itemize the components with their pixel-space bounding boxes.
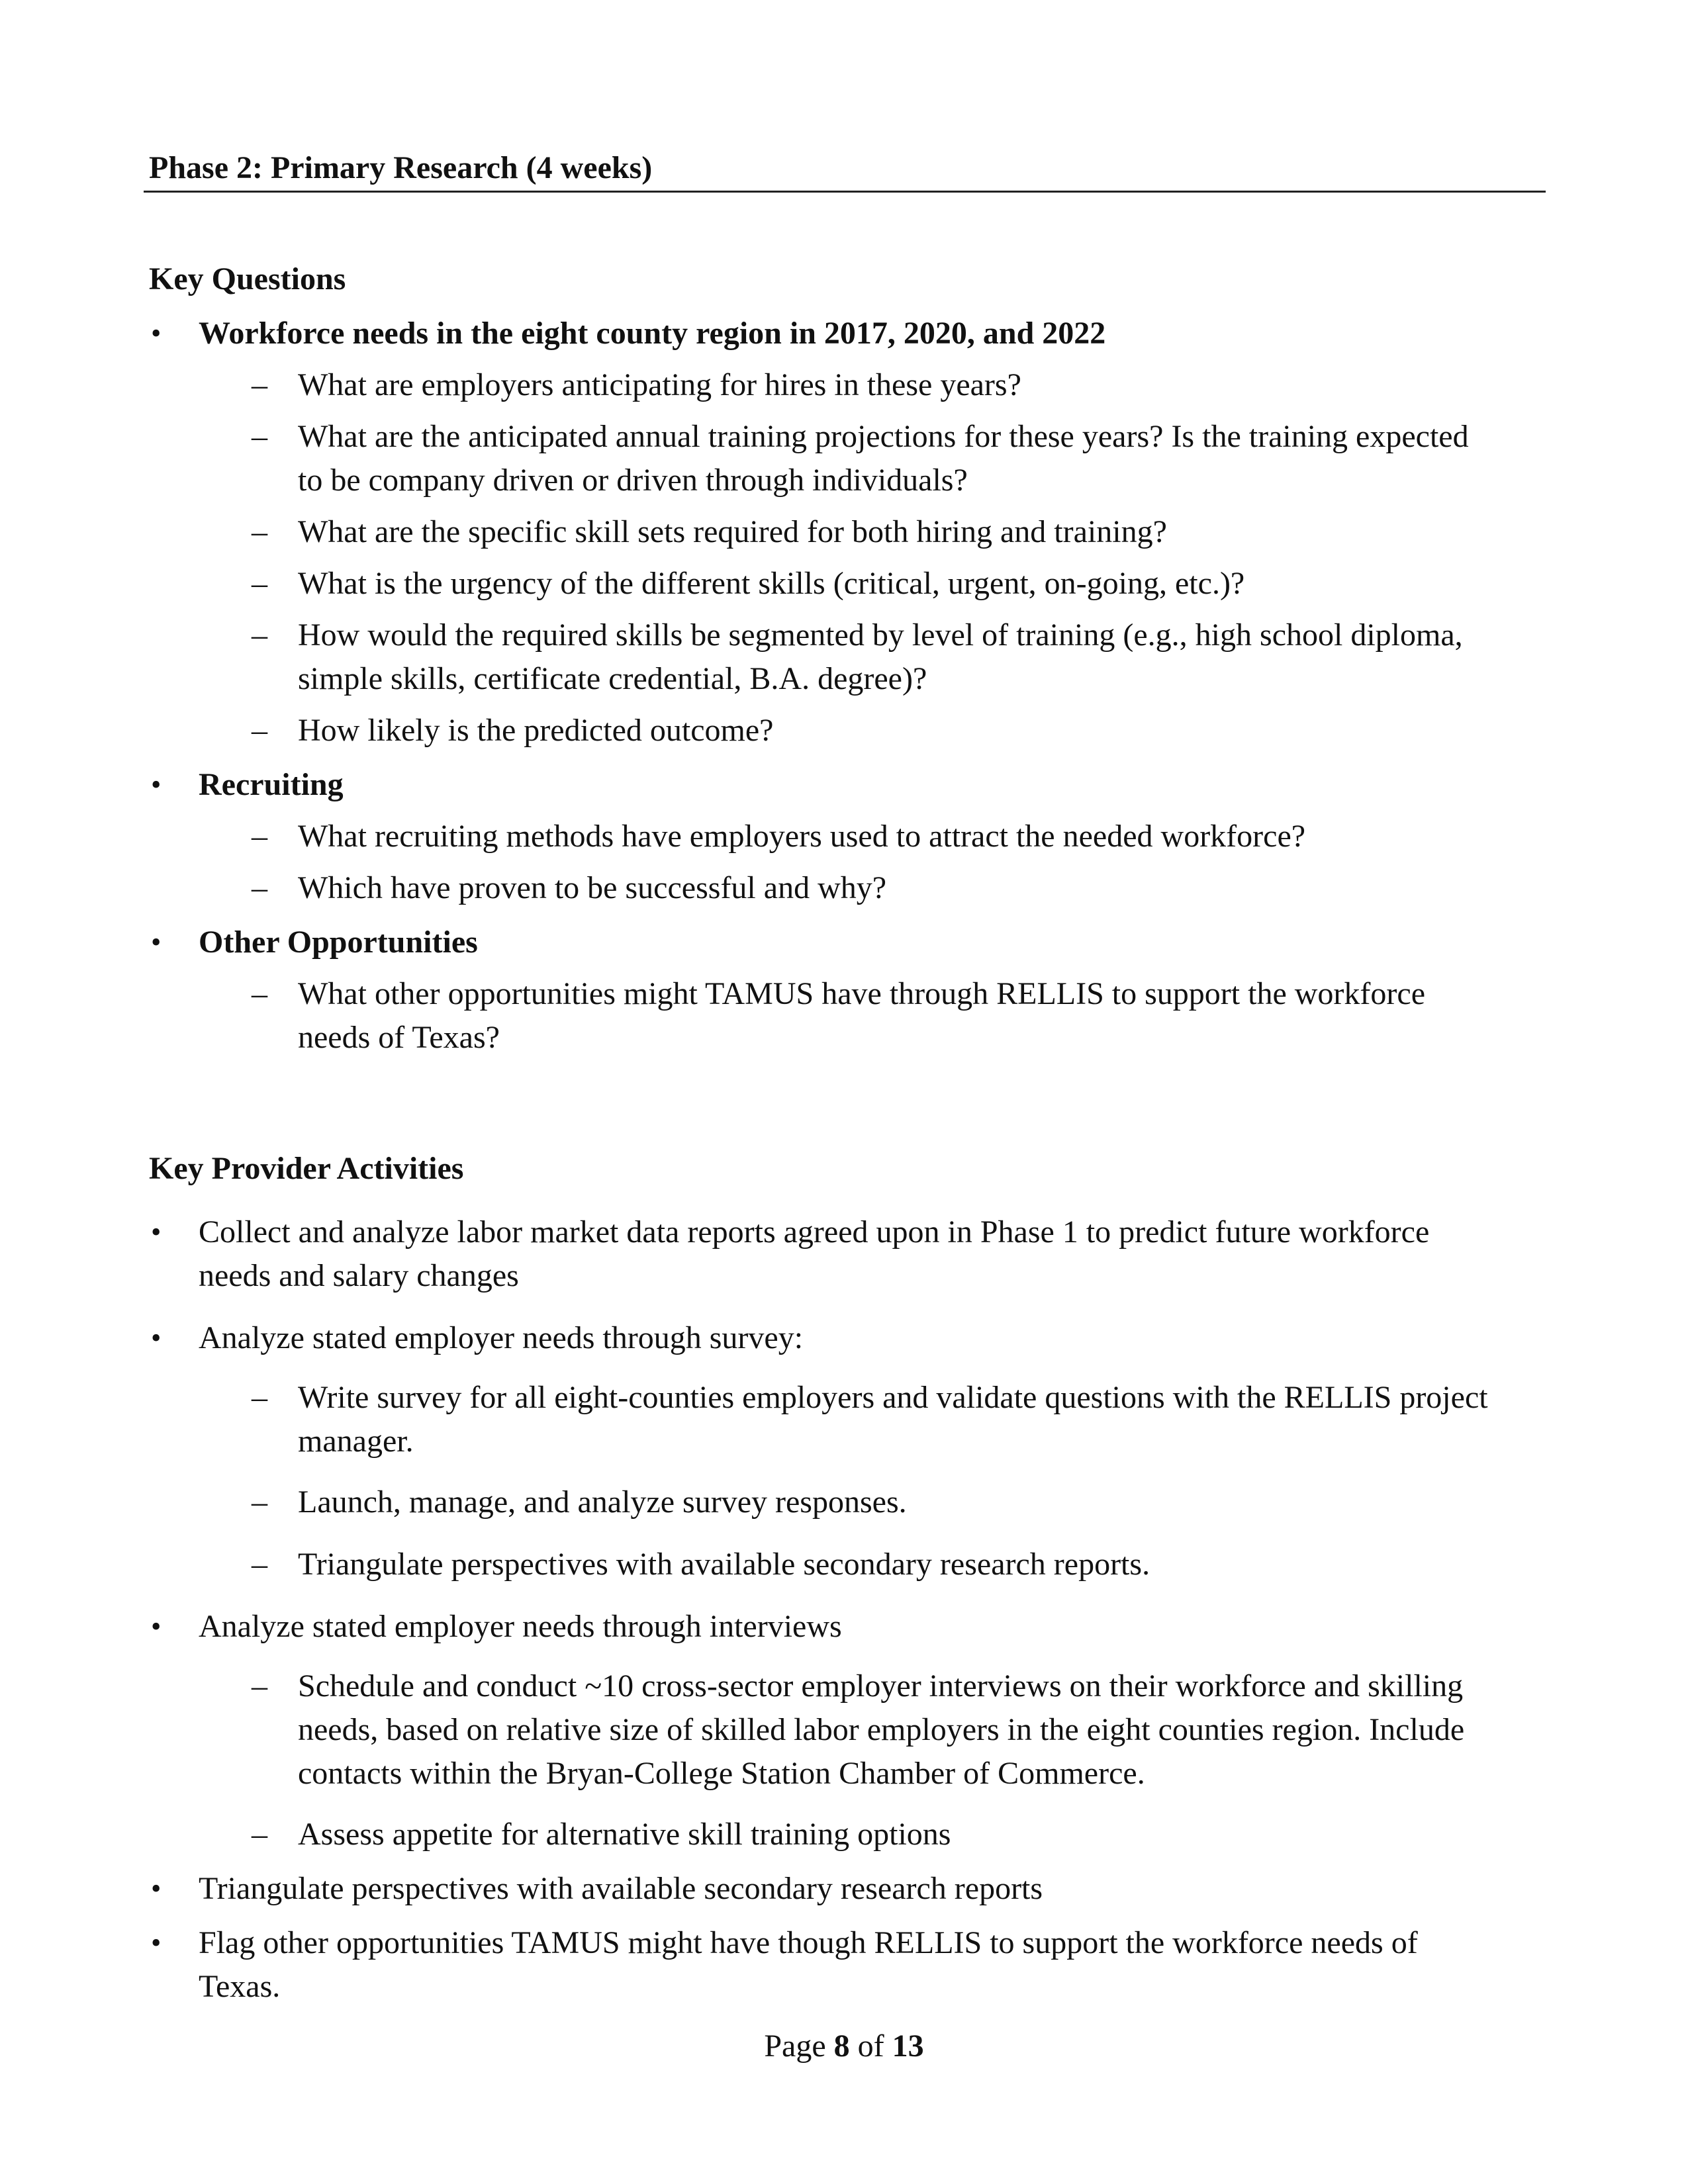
footer-middle: of: [849, 2028, 892, 2064]
activity-line: Analyze stated employer needs through survey:: [199, 1320, 804, 1355]
kq-group-title: Workforce needs in the eight county region in 2017, 2020, and 2022: [199, 316, 1106, 351]
dash-icon: –: [252, 1547, 267, 1582]
bullet-icon: •: [151, 926, 162, 958]
bullet-icon: •: [151, 317, 162, 349]
activity-line: Flag other opportunities TAMUS might have though RELLIS to support the workforce needs of: [199, 1925, 1418, 1960]
dash-icon: –: [252, 1484, 267, 1520]
activity-sub-line: Schedule and conduct ~10 cross-sector employer interviews on their workforce and skilling: [298, 1668, 1464, 1704]
kq-item-line: What other opportunities might TAMUS have through RELLIS to support the workforce: [298, 976, 1425, 1011]
bullet-icon: •: [151, 1610, 162, 1643]
kq-item-line: What are the specific skill sets required for both hiring and training?: [298, 514, 1167, 549]
dash-icon: –: [252, 1817, 267, 1852]
kq-item-line: How likely is the predicted outcome?: [298, 713, 774, 748]
activity-line: needs and salary changes: [199, 1258, 519, 1293]
bullet-icon: •: [151, 1322, 162, 1354]
activity-sub-line: manager.: [298, 1424, 414, 1459]
kq-item-line: How would the required skills be segmented by level of training (e.g., high school diploma,: [298, 617, 1463, 653]
activity-line: Texas.: [199, 1969, 281, 2004]
kq-item-line: What recruiting methods have employers used to attract the needed workforce?: [298, 819, 1306, 854]
activity-sub-line: Write survey for all eight-counties employers and validate questions with the RELLIS project: [298, 1380, 1488, 1415]
activity-line: Analyze stated employer needs through interviews: [199, 1609, 842, 1644]
dash-icon: –: [252, 566, 267, 601]
dash-icon: –: [252, 617, 267, 653]
activity-sub-line: Launch, manage, and analyze survey responses.: [298, 1484, 907, 1520]
bullet-icon: •: [151, 1216, 162, 1248]
kq-group-title: Other Opportunities: [199, 925, 478, 960]
activity-line: Collect and analyze labor market data reports agreed upon in Phase 1 to predict future workforce: [199, 1214, 1430, 1250]
kq-item-line: simple skills, certificate credential, B.A. degree)?: [298, 661, 927, 696]
dash-icon: –: [252, 1380, 267, 1415]
activity-sub-line: needs, based on relative size of skilled labor employers in the eight counties region. Include: [298, 1712, 1465, 1747]
key-questions-heading: Key Questions: [149, 261, 346, 296]
dash-icon: –: [252, 819, 267, 854]
kq-item-line: Which have proven to be successful and why?: [298, 870, 887, 905]
kq-item-line: to be company driven or driven through individuals?: [298, 463, 968, 498]
dash-icon: –: [252, 419, 267, 454]
activity-line: Triangulate perspectives with available secondary research reports: [199, 1871, 1043, 1906]
current-page-number: 8: [833, 2028, 850, 2064]
phase-title: Phase 2: Primary Research (4 weeks): [149, 150, 653, 185]
bullet-icon: •: [151, 1872, 162, 1905]
activity-sub-line: contacts within the Bryan-College Station Chamber of Commerce.: [298, 1756, 1145, 1791]
bullet-icon: •: [151, 768, 162, 801]
dash-icon: –: [252, 514, 267, 549]
dash-icon: –: [252, 713, 267, 748]
dash-icon: –: [252, 1668, 267, 1704]
kq-item-line: What are employers anticipating for hires in these years?: [298, 367, 1021, 402]
total-page-count: 13: [892, 2028, 924, 2064]
kq-item-line: What is the urgency of the different skills (critical, urgent, on-going, etc.)?: [298, 566, 1245, 601]
bullet-icon: •: [151, 1927, 162, 1959]
footer-prefix: Page: [764, 2028, 834, 2064]
kq-group-title: Recruiting: [199, 767, 344, 802]
title-rule: [144, 191, 1546, 193]
kq-item-line: needs of Texas?: [298, 1020, 500, 1055]
dash-icon: –: [252, 976, 267, 1011]
kq-item-line: What are the anticipated annual training projections for these years? Is the training expected: [298, 419, 1469, 454]
activity-sub-line: Triangulate perspectives with available secondary research reports.: [298, 1547, 1150, 1582]
dash-icon: –: [252, 870, 267, 905]
activity-sub-line: Assess appetite for alternative skill training options: [298, 1817, 951, 1852]
key-provider-activities-heading: Key Provider Activities: [149, 1151, 464, 1186]
dash-icon: –: [252, 367, 267, 402]
page-footer: [0, 2026, 1688, 2066]
